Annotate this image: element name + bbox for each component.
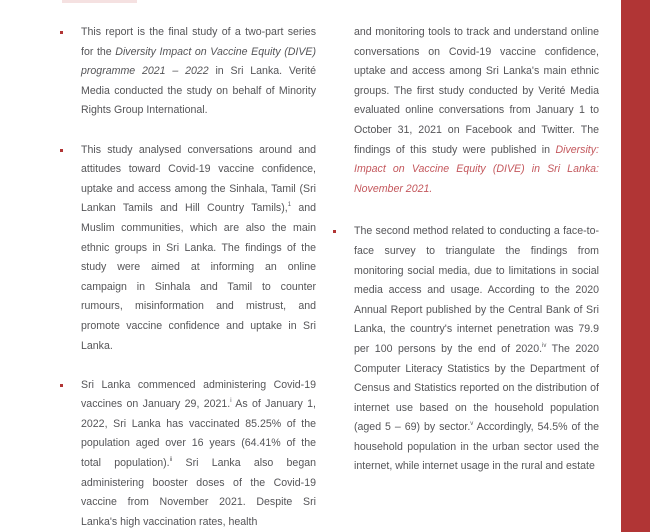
bullet-paragraph-report-intro [60,23,316,121]
footnote-marker[interactable]: i [230,398,232,405]
publication-reference-link[interactable]: Diversity: Impact on Vaccine Equity (DIVE) in Sri Lanka: November 2021. [354,143,599,195]
right-column [333,23,599,477]
bullet-paragraph-vaccination-stats [60,376,316,532]
footnote-marker[interactable]: 1 [287,202,292,209]
bullet-marker [60,149,63,152]
paragraph-text: The second method related to conducting a face-to-face survey to triangulate the findings from monitoring social media, due to limitations in social media access and usage. According to the 2020 Annual Report published by the Central Bank of Sri Lanka, the country's internet penetration was 79.9 per 100 persons by the end of 2020.$^{iv}$ The 2020 Computer Literacy Statistics by the Department of Census and Statistics reported on the distribution of internet use based on the household population (aged 5 – 69) by sector.$^v$ Accordingly, 54.5% of the household population in the urban sector used the internet, while internet usage in the rural and estate [354,225,599,473]
paragraph-text: and monitoring tools to track and understand online conversations on Covid-19 vaccine confidence, uptake and access among Sri Lanka's main ethnic groups. The first study conducted by Verité Media evaluated online conversations from January 1 to October 31, 2021 on Facebook and Twitter. The findings of this study were published in Diversity: Impact on Vaccine Equity (DIVE) in Sri Lanka: November 2021. [354,26,599,195]
footnote-marker[interactable]: v [470,421,474,428]
footnote-marker[interactable]: iv [542,342,547,349]
footnote-marker[interactable]: ii [169,457,173,464]
bullet-paragraph-study-scope [60,141,316,357]
paragraph-text: Sri Lanka commenced administering Covid-19 vaccines on January 29, 2021.$^i$ As of January 1, 2022, Sri Lanka has vaccinated 85.25% of the population aged over 16 years (64.41% of the total population).$^{ii}$ Sri Lanka also began administering booster doses of the Covid-19 vaccine from November 2021. Despite Sri Lanka's high vaccination rates, health [81,378,316,528]
bullet-paragraph-survey-method [333,222,599,477]
bullet-marker [60,31,63,34]
accent-side-bar [621,0,650,532]
paragraph-monitoring-tools [333,23,599,199]
left-column [60,23,316,532]
programme-name: Diversity Impact on Vaccine Equity (DIVE) programme 2021 – 2022 [81,45,316,78]
cropped-heading-fragment [62,0,137,3]
bullet-marker [60,384,63,387]
paragraph-text: This report is the final study of a two-part series for the Diversity Impact on Vaccine Equity (DIVE) programme 2021 – 2022 in Sri Lanka. Verité Media conducted the study on behalf of Minority Rights Group International. [81,26,316,117]
bullet-marker [333,230,336,233]
paragraph-text: This study analysed conversations around and attitudes toward Covid-19 vaccine confidence, uptake and access among the Sinhala, Tamil (Sri Lankan Tamils and Hill Country Tamils),$^1$ and Muslim communities, which are also the main ethnic groups in Sri Lanka. The findings of the study were aimed at informing an online campaign in Sinhala and Tamil to counter rumours, misinformation and mistrust, and promote vaccine confidence and uptake in Sri Lanka. [81,143,316,352]
